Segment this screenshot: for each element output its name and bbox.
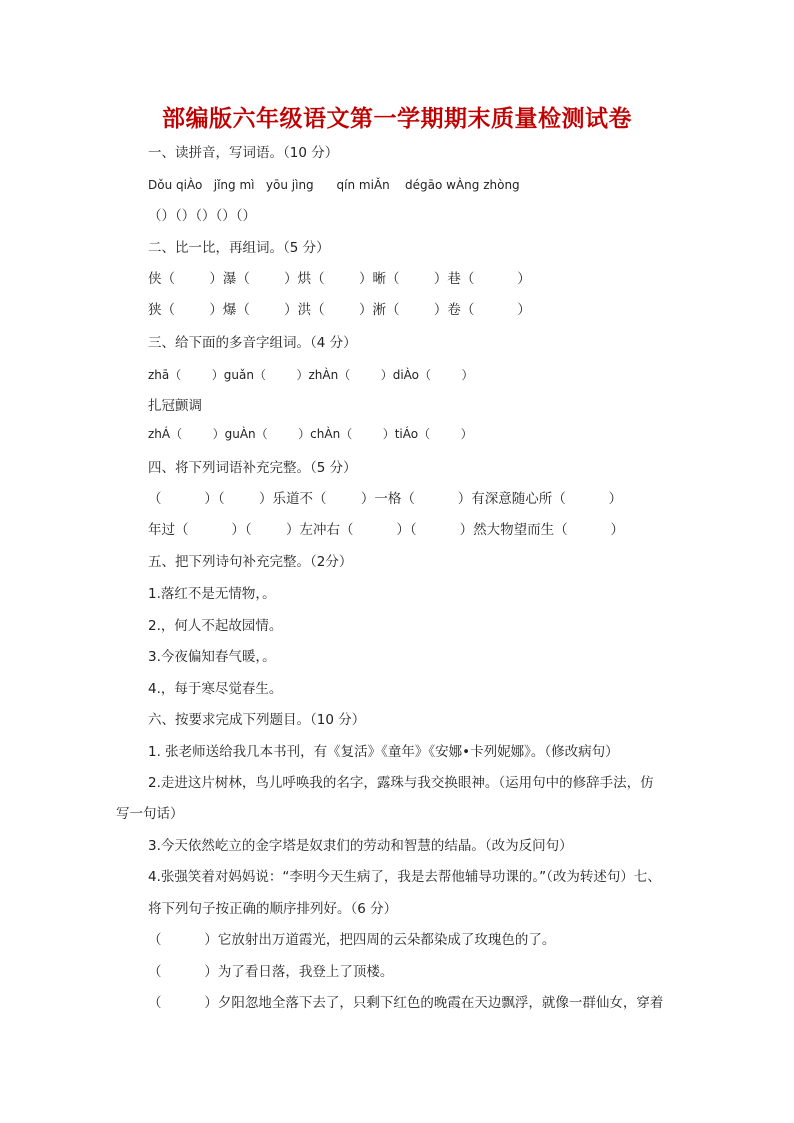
task-3: 3.今天依然屹立的金字塔是奴隶们的劳动和智慧的结晶。（改为反问句） bbox=[148, 838, 573, 854]
order-item-2: （ ）为了看日落，我登上了顶楼。 bbox=[148, 964, 394, 980]
polyphone-row-2: zhÁ（ ）guÀn（ ）chÀn（ ）tiÁo（ ） bbox=[148, 427, 473, 441]
section-4-heading: 四、将下列词语补充完整。（5 分） bbox=[148, 460, 357, 476]
page-title: 部编版六年级语文第一学期期末质量检测试卷 bbox=[162, 105, 632, 132]
section-7-heading: 将下列句子按正确的顺序排列好。（6 分） bbox=[148, 901, 398, 917]
section-6-heading: 六、按要求完成下列题目。（10 分） bbox=[148, 712, 366, 728]
task-4: 4.张强笑着对妈妈说：“李明今天生病了，我是去帮他辅导功课的。”（改为转述句）七、 bbox=[148, 869, 661, 885]
compare-row-1: 侠（ ）瀑（ ）烘（ ）晰（ ）巷（ ） bbox=[148, 271, 531, 287]
poem-line-1: 1.落红不是无情物，。 bbox=[148, 586, 276, 602]
poem-line-4: 4.，每于寒尽觉春生。 bbox=[148, 681, 283, 697]
order-item-1: （ ）它放射出万道霞光，把四周的云朵都染成了玫瑰色的了。 bbox=[148, 932, 556, 948]
idiom-row-2: 年过（ ）（ ）左冲右（ ）（ ）然大物望而生（ ） bbox=[148, 522, 624, 538]
compare-row-2: 狭（ ）爆（ ）洪（ ）淅（ ）卷（ ） bbox=[148, 302, 531, 318]
answer-brackets: （）（）（）（）（） bbox=[148, 208, 256, 224]
polyphone-chars: 扎冠颤调 bbox=[148, 398, 202, 414]
order-item-3: （ ）夕阳忽地全落下去了，只剩下红色的晚霞在天边飘浮，就像一群仙女，穿着 bbox=[148, 995, 664, 1011]
polyphone-row-1: zhā（ ）guǎn（ ）zhÀn（ ）diÀo（ ） bbox=[148, 368, 474, 382]
section-1-heading: 一、读拼音，写词语。（10 分） bbox=[148, 145, 339, 161]
section-2-heading: 二、比一比，再组词。（5 分） bbox=[148, 240, 330, 256]
poem-line-3: 3.今夜偏知春气暖，。 bbox=[148, 649, 276, 665]
idiom-row-1: （ ）（ ）乐道不（ ）一格（ ）有深意随心所（ ） bbox=[148, 491, 623, 507]
poem-line-2: 2.，何人不起故园情。 bbox=[148, 618, 283, 634]
task-2-continued: 写一句话） bbox=[116, 806, 184, 822]
task-1: 1. 张老师送给我几本书刊，有《复活》《童年》《安娜•卡列妮娜》。（修改病句） bbox=[148, 744, 619, 760]
pinyin-line: Dǒu qiÀo jǐng mì yōu jìng qín miǍn dégāo wÀng zhòng bbox=[148, 178, 520, 192]
task-2: 2.走进这片树林，鸟儿呼唤我的名字，露珠与我交换眼神。（运用句中的修辞手法，仿 bbox=[148, 775, 654, 791]
section-3-heading: 三、给下面的多音字组词。（4 分） bbox=[148, 335, 357, 351]
section-5-heading: 五、把下列诗句补充完整。（2分） bbox=[148, 554, 353, 570]
